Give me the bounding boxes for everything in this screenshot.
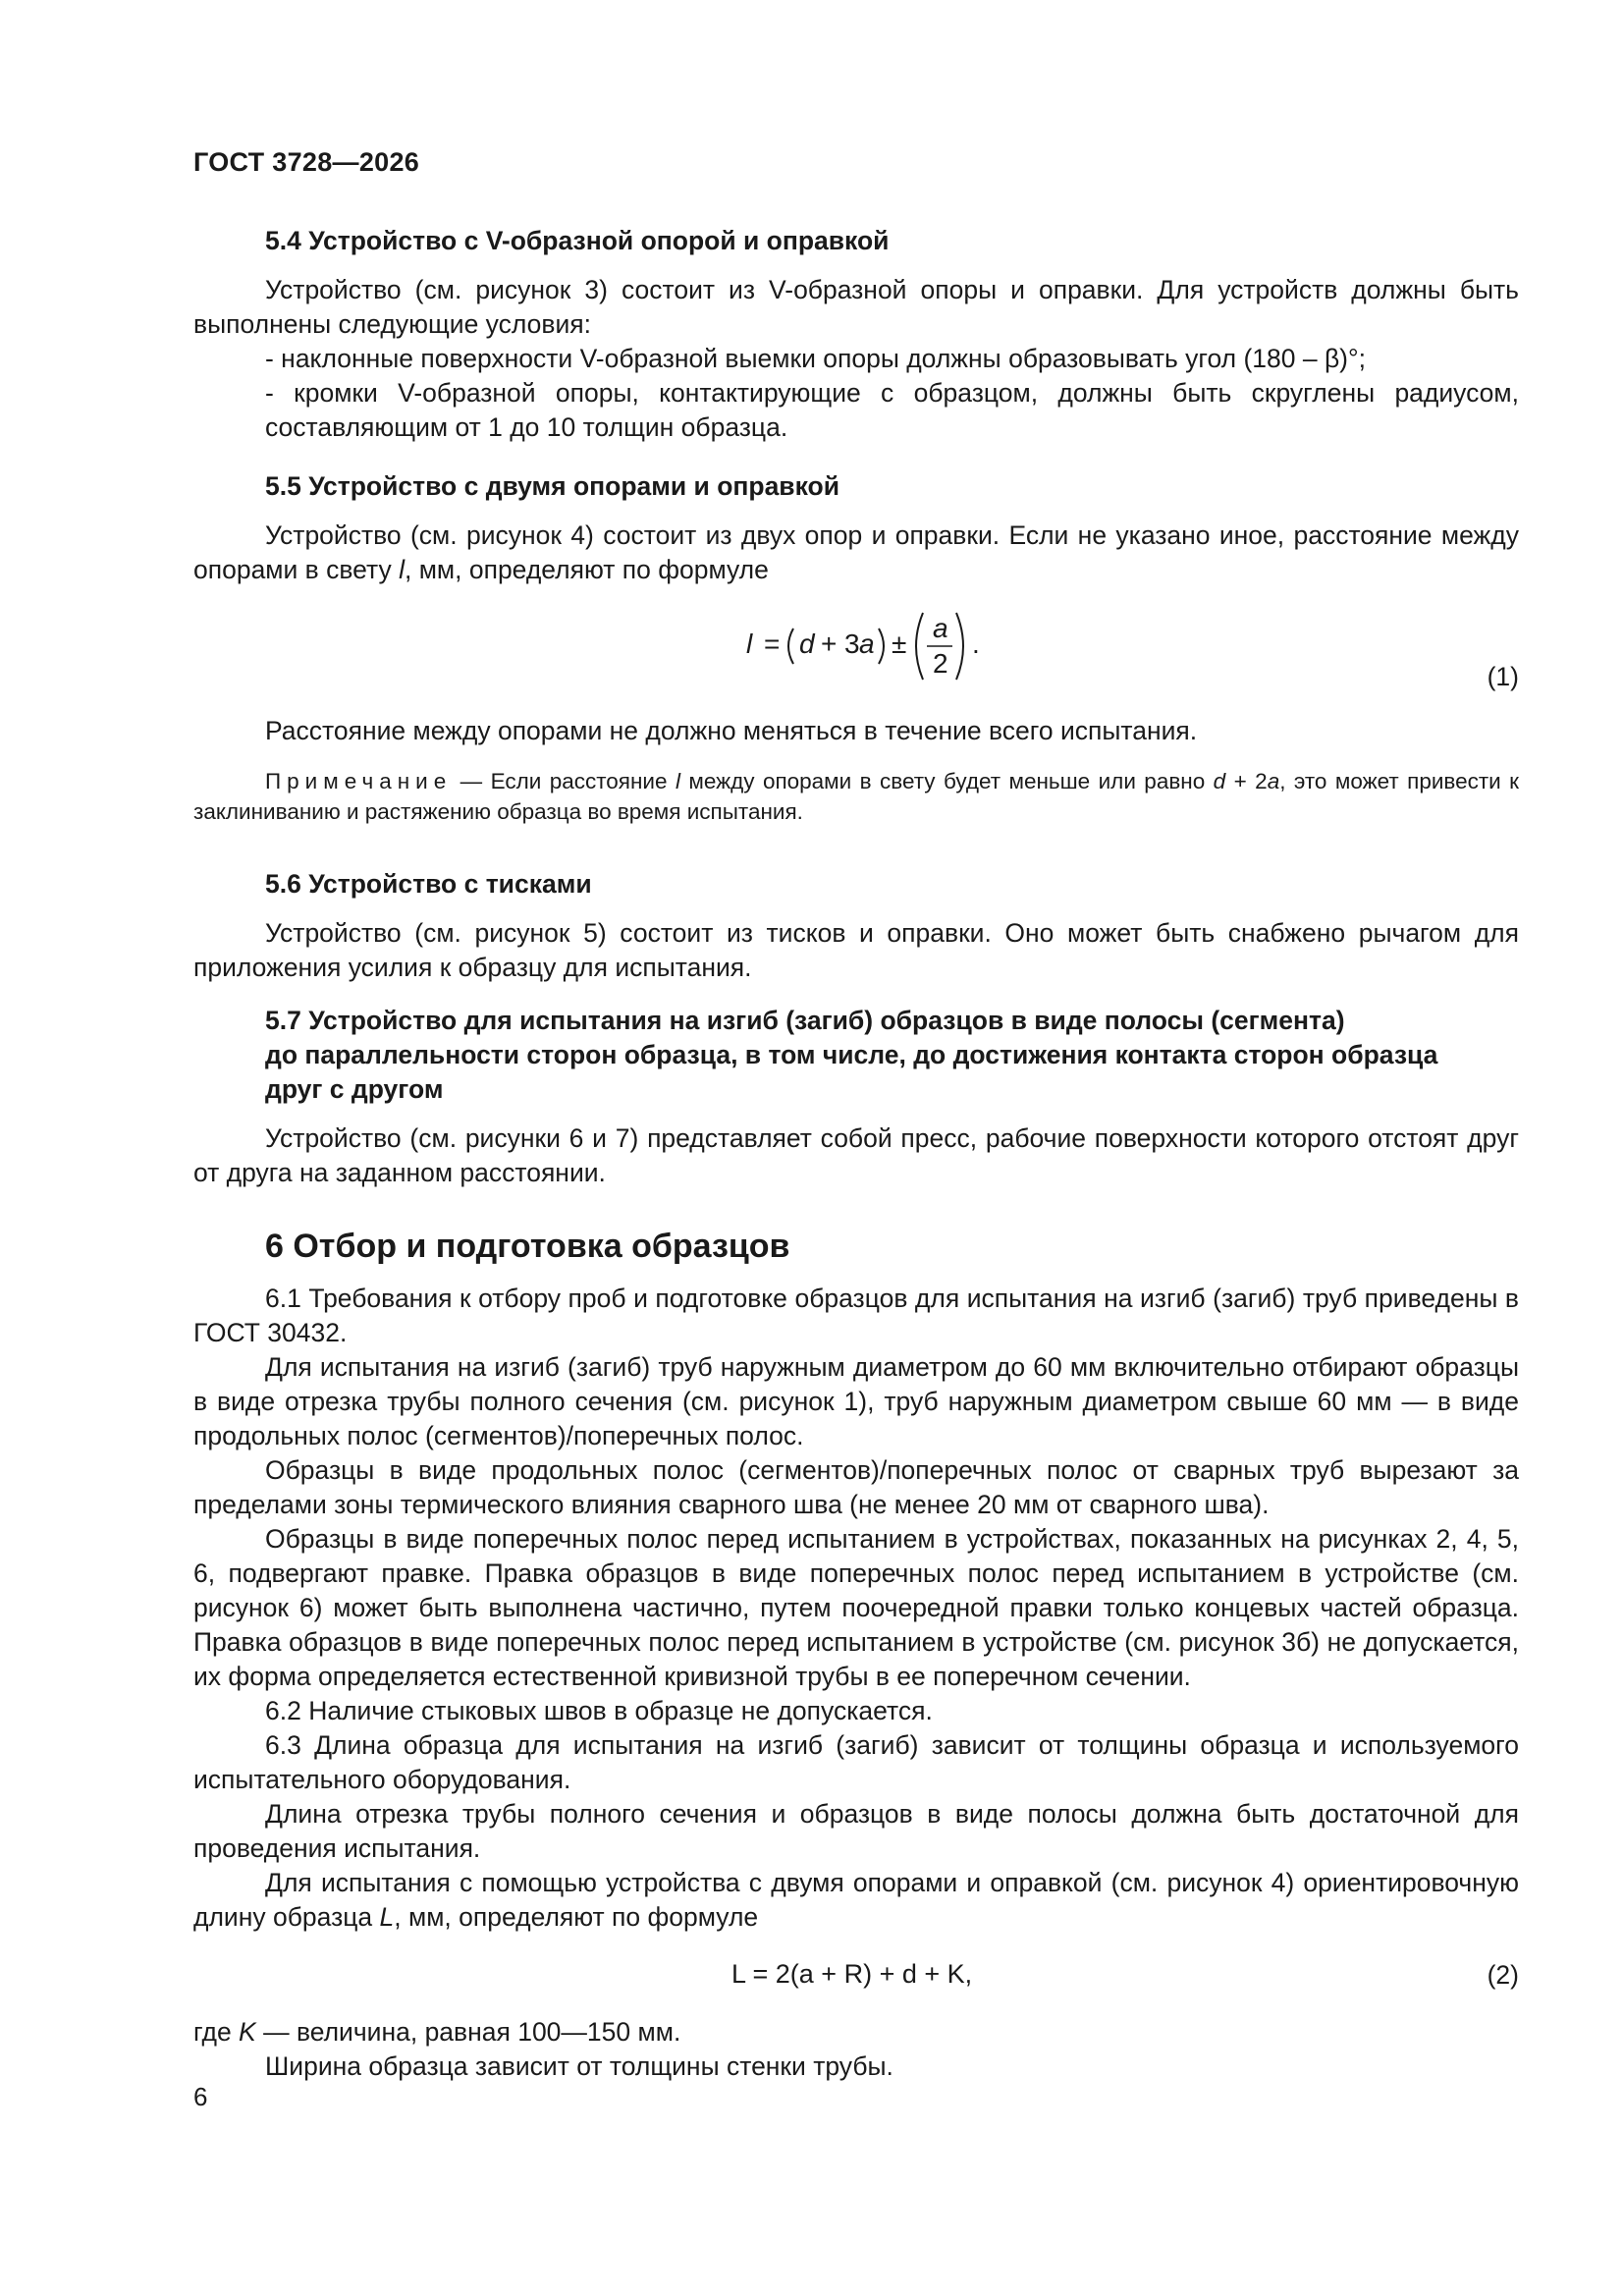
section-6-paragraph: 6.1 Требования к отбору проб и подготовке образцов для испытания на изгиб (загиб) труб приведены в ГОСТ 30432. [193,1284,1519,1347]
section-6-paragraph: Образцы в виде поперечных полос перед испытанием в устройствах, показанных на рисунках 2, 4, 5, 6, подвергают правке. Правка образцов в виде поперечных полос перед испытанием в устройстве (см. рисунок 6) может быть выполнена частично, путем поочередной правки только концевых частей образца. Правка образцов в виде поперечных полос перед испытанием в устройстве (см. рисунок 3б) не допускается, их форма определяется естественной кривизной трубы в ее поперечном сечении. [193,1524,1519,1691]
section-6-paragraph: Образцы в виде продольных полос (сегментов)/поперечных полос от сварных труб вырезают за пределами зоны термического влияния сварного шва (не менее 20 мм от сварного шва). [193,1455,1519,1519]
section-6-paragraph: Ширина образца зависит от толщины стенки трубы. [265,2051,893,2081]
section-6-paragraph: Для испытания на изгиб (загиб) труб наружным диаметром до 60 мм включительно отбирают образцы в виде отрезка трубы полного сечения (см. рисунок 1), труб наружным диаметром свыше 60 мм — в виде продольных полос (сегментов)/поперечных полос. [193,1352,1519,1450]
section-5-5-continued [193,714,1519,827]
section-5-4-title: 5.4 Устройство с V-образной опорой и оправкой [265,226,890,255]
formula-1-d: d [799,629,815,659]
section-6 [193,1230,1519,1935]
list-item: - кромки V-образной опоры, контактирующие с образцом, должны быть скруглены радиусом, составляющим от 1 до 10 толщин образца. [265,378,1519,442]
section-5-7-title-line-2: до параллельности сторон образца, в том числе, до достижения контакта сторон образца [265,1040,1438,1069]
formula-1-three: 3 [844,629,860,659]
section-5-6-title: 5.6 Устройство с тисками [265,869,592,899]
formula-1 [746,607,1001,685]
formula-1-plus: + [821,629,838,659]
section-6-paragraph: Длина отрезка трубы полного сечения и образцов в виде полосы должна быть достаточной для проведения испытания. [193,1799,1519,1863]
section-5-7-title-line-3: друг с другом [265,1074,444,1104]
section-5-7 [193,1004,1519,1190]
section-5-6-paragraph: Устройство (см. рисунок 5) состоит из тисков и оправки. Оно может быть снабжено рычагом для приложения усилия к образцу для испытания. [193,918,1519,982]
formula-1-lhs: l [746,629,753,659]
section-6-paragraph: 6.3 Длина образца для испытания на изгиб (загиб) зависит от толщины образца и используемого испытательного оборудования. [193,1730,1519,1794]
section-5-5-title: 5.5 Устройство с двумя опорами и оправкой [265,471,839,501]
formula-1-pm: ± [892,629,907,659]
note: Примечание — Если расстояние l между опорами в свету будет меньше или равно d + 2a, это может привести к заклиниванию и растяжению образца во время испытания. [193,769,1520,824]
formula-2: L = 2(a + R) + d + K, [731,1959,973,1989]
list-item: - наклонные поверхности V-образной выемки опоры должны образовывать угол (180 – β)°; [265,344,1366,373]
page-header: ГОСТ 3728—2026 [193,147,420,177]
section-5-7-paragraph: Устройство (см. рисунки 6 и 7) представляет собой пресс, рабочие поверхности которого отстоят друг от друга на заданном расстоянии. [193,1123,1519,1187]
page-number: 6 [193,2082,208,2111]
formula-2-where: где K — величина, равная 100—150 мм. [193,2017,681,2047]
section-6-paragraph: 6.2 Наличие стыковых швов в образце не допускается. [265,1696,933,1725]
formula-1-number: (1) [1487,662,1519,691]
section-6-continued [193,2015,1519,2084]
formula-1-numerator: a [933,613,948,643]
section-6-paragraph: Для испытания с помощью устройства с двумя опорами и оправкой (см. рисунок 4) ориентировочную длину образца L, мм, определяют по формуле [193,1868,1519,1932]
formula-1-a: a [859,629,875,659]
note-label: Примечание [265,769,453,793]
section-5-5-paragraph-2: Расстояние между опорами не должно меняться в течение всего испытания. [265,716,1198,745]
section-5-5-paragraph: Устройство (см. рисунок 4) состоит из двух опор и оправки. Если не указано иное, расстояние между опорами в свету l, мм, определяют по формуле [193,520,1519,584]
section-5-5 [193,469,1519,587]
section-5-4 [193,224,1519,445]
formula-2-number: (2) [1487,1960,1519,1990]
section-5-6 [193,867,1519,985]
section-5-7-title-line-1: 5.7 Устройство для испытания на изгиб (загиб) образцов в виде полосы (сегмента) [265,1006,1345,1035]
formula-1-denominator: 2 [933,648,948,679]
formula-1-eq: = [764,629,781,659]
section-5-4-paragraph: Устройство (см. рисунок 3) состоит из V-образной опоры и оправки. Для устройств должны быть выполнены следующие условия: [193,275,1519,339]
formula-1-dot: . [972,629,980,659]
section-6-title: 6 Отбор и подготовка образцов [265,1228,790,1265]
